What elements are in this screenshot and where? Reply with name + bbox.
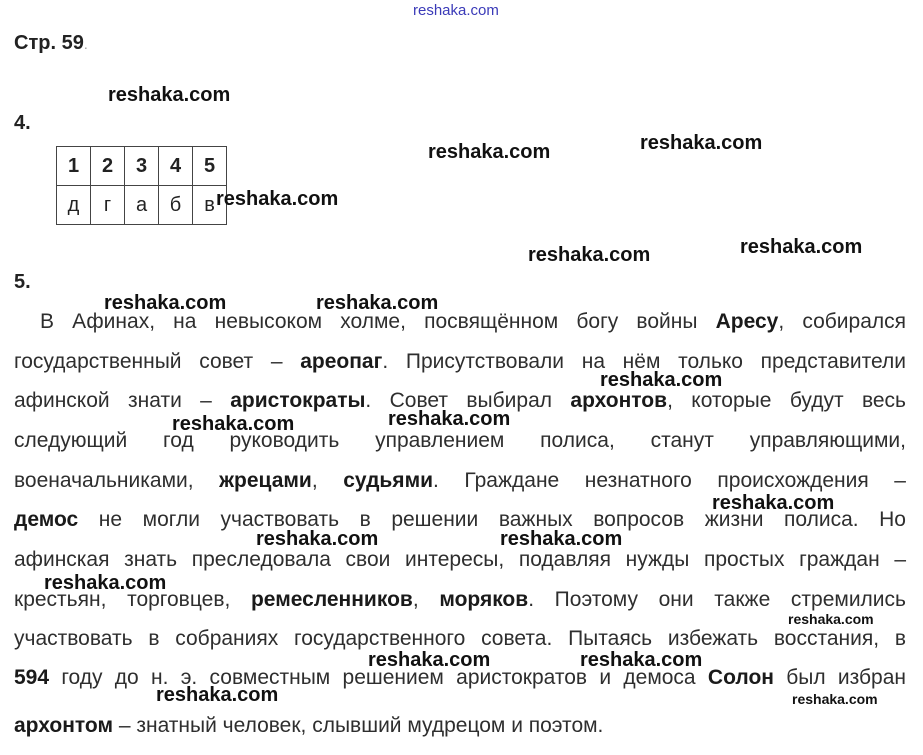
watermark: reshaka.com bbox=[368, 649, 491, 671]
bold-term: демос bbox=[14, 508, 79, 531]
bold-term: ремесленников bbox=[250, 588, 413, 611]
answer-table-header-row bbox=[57, 147, 227, 186]
line-text: был избран bbox=[773, 666, 906, 689]
line-text: участвовать в собраниях государственного совета. Пытаясь избежать восстания, в bbox=[14, 627, 906, 650]
line-text: государственный совет – bbox=[14, 350, 301, 373]
bold-term: архонтов bbox=[570, 389, 668, 412]
page-label bbox=[14, 32, 88, 55]
line-text: . Совет выбирал bbox=[365, 389, 571, 412]
line-text: не могли участвовать в решении важных вопросов жизни полиса. Но bbox=[78, 508, 906, 531]
bold-term: моряков bbox=[439, 588, 529, 611]
watermark: reshaka.com bbox=[580, 649, 703, 671]
line-text: , которые будут весь bbox=[667, 389, 906, 412]
watermark: reshaka.com bbox=[216, 188, 339, 210]
bold-term: судьями bbox=[343, 469, 434, 492]
watermark: reshaka.com bbox=[640, 132, 763, 154]
watermark: reshaka.com bbox=[600, 369, 723, 391]
answer-table bbox=[56, 146, 227, 225]
table-header-cell: 4 bbox=[159, 147, 193, 186]
watermark: reshaka.com bbox=[156, 684, 279, 706]
watermark: reshaka.com bbox=[500, 528, 623, 550]
table-answer-cell: в bbox=[193, 186, 227, 225]
line-text: афинская знать преследовала свои интересы, подавляя нужды простых граждан – bbox=[14, 548, 906, 571]
watermark: reshaka.com bbox=[104, 292, 227, 314]
bold-term: Солон bbox=[707, 666, 774, 689]
table-answer-cell: д bbox=[57, 186, 91, 225]
table-header-cell: 2 bbox=[91, 147, 125, 186]
line-text: . Поэтому они также стремились bbox=[528, 588, 906, 611]
table-answer-cell: б bbox=[159, 186, 193, 225]
site-header-watermark: reshaka.com bbox=[413, 2, 499, 19]
bold-term: аристократы bbox=[230, 389, 366, 412]
line-text: . Граждане незнатного происхождения – bbox=[433, 469, 906, 492]
line-text: В Афинах, на невысоком холме, посвящённом богу войны bbox=[40, 310, 716, 333]
watermark: reshaka.com bbox=[316, 292, 439, 314]
paragraph-line bbox=[14, 468, 906, 494]
bold-term: жрецами bbox=[219, 469, 312, 492]
paragraph-line bbox=[14, 428, 906, 454]
watermark: reshaka.com bbox=[528, 244, 651, 266]
paragraph-line bbox=[14, 349, 906, 375]
task-4-number: 4. bbox=[14, 112, 31, 134]
table-header-cell: 5 bbox=[193, 147, 227, 186]
line-text: . Присутствовали на нём только представители bbox=[382, 350, 906, 373]
page-label-dot: . bbox=[83, 36, 88, 52]
line-text: году до н. э. совместным решением аристократов и демоса bbox=[49, 666, 708, 689]
watermark: reshaka.com bbox=[44, 572, 167, 594]
paragraph-line bbox=[14, 713, 906, 739]
line-text: , bbox=[311, 469, 344, 492]
table-header-cell: 1 bbox=[57, 147, 91, 186]
paragraph-line bbox=[14, 547, 906, 573]
watermark: reshaka.com bbox=[740, 236, 863, 258]
table-answer-cell: г bbox=[91, 186, 125, 225]
bold-term: 594 bbox=[14, 666, 50, 689]
page-label-text: Стр. 59 bbox=[14, 32, 84, 54]
line-text: , собирался bbox=[778, 310, 906, 333]
watermark: reshaka.com bbox=[172, 413, 295, 435]
line-text: следующий год руководить управлением полиса, станут управляющими, bbox=[14, 429, 906, 452]
watermark: reshaka.com bbox=[788, 611, 874, 627]
watermark: reshaka.com bbox=[256, 528, 379, 550]
line-text: афинской знати – bbox=[14, 389, 231, 412]
watermark: reshaka.com bbox=[388, 408, 511, 430]
watermark: reshaka.com bbox=[428, 141, 551, 163]
line-text: военачальниками, bbox=[14, 469, 220, 492]
line-text: крестьян, торговцев, bbox=[14, 588, 251, 611]
answer-table-answer-row bbox=[57, 186, 227, 225]
table-header-cell: 3 bbox=[125, 147, 159, 186]
bold-term: архонтом bbox=[14, 714, 113, 737]
table-answer-cell: а bbox=[125, 186, 159, 225]
bold-term: Аресу bbox=[715, 310, 779, 333]
task-5-number: 5. bbox=[14, 271, 31, 293]
watermark: reshaka.com bbox=[712, 492, 835, 514]
watermark: reshaka.com bbox=[108, 84, 231, 106]
watermark: reshaka.com bbox=[792, 691, 878, 707]
line-text: – знатный человек, слывший мудрецом и поэтом. bbox=[113, 714, 604, 737]
line-text: , bbox=[412, 588, 440, 611]
bold-term: ареопаг bbox=[300, 350, 383, 373]
